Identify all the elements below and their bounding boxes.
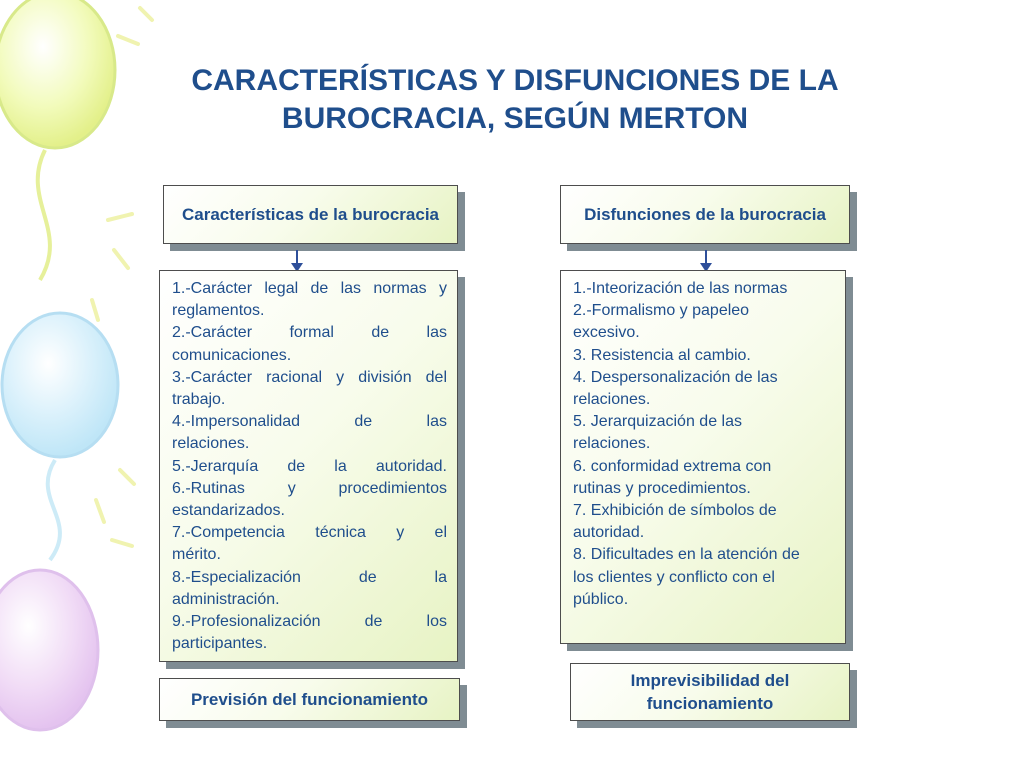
arrow-down-icon [296,250,298,264]
characteristics-header: Características de la burocracia [181,205,440,224]
characteristics-list-box [159,270,458,662]
pink-balloon [0,570,98,730]
forecast-box [159,678,460,721]
list-line: 1.-Carácter legal de las normas y [172,280,447,297]
blue-balloon [2,313,118,457]
list-line: reglamentos. [172,302,265,320]
list-line: 7. Exhibición de símbolos de [573,502,777,520]
list-line: administración. [172,590,280,608]
characteristics-list [172,278,447,655]
list-line: 2.-Carácter formal de las [172,324,447,342]
dysfunctions-list [573,278,835,611]
list-line: 9.-Profesionalización de los [172,613,447,631]
list-line: 2.-Formalismo y papeleo [573,302,750,320]
list-line: 6. conformidad extrema con [573,457,772,475]
list-line: 5.-Jerarquía de la autoridad. [172,457,447,475]
dysfunctions-list-box [560,270,846,644]
yellow-balloon [0,0,115,148]
list-line: 8.-Especialización de la [172,568,447,586]
list-line: los clientes y conflicto con el [573,568,775,586]
characteristics-header-box [163,185,458,244]
list-line: 4.-Impersonalidad de las [172,413,447,431]
list-line: relaciones. [573,435,651,453]
forecast-label: Previsión del funcionamiento [190,690,429,709]
list-line: trabajo. [172,391,226,409]
list-line: 3.-Carácter racional y división del [172,368,447,386]
dysfunctions-header-box [560,185,850,244]
list-line: 5. Jerarquización de las [573,413,742,431]
list-line: 6.-Rutinas y procedimientos [172,479,447,497]
list-line: relaciones. [172,435,250,453]
dysfunctions-header: Disfunciones de la burocracia [584,205,826,224]
list-line: 3. Resistencia al cambio. [573,346,751,364]
list-line: relaciones. [573,391,651,409]
list-line: rutinas y procedimientos. [573,479,751,497]
list-line: excesivo. [573,324,640,342]
arrow-down-icon [705,250,707,264]
balloon-string [38,150,50,280]
page-title: CARACTERÍSTICAS Y DISFUNCIONES DE LA BUROCRACIA, SEGÚN MERTON [191,64,839,135]
list-line: 7.-Competencia técnica y el [172,524,447,542]
balloon-string [48,460,60,560]
list-line: mérito. [172,546,221,564]
unpredictability-box [570,663,850,721]
list-line: público. [573,590,629,608]
list-line: 4. Despersonalización de las [573,368,778,386]
list-line: 8. Dificultades en la atención de [573,546,800,564]
list-line: autoridad. [573,524,645,542]
list-line: comunicaciones. [172,346,292,364]
list-line: participantes. [172,635,268,653]
list-line: 1.-Inteorización de las normas [573,280,788,297]
unpredictability-label: Imprevisibilidad del funcionamiento [630,671,790,713]
list-line: estandarizados. [172,502,285,520]
